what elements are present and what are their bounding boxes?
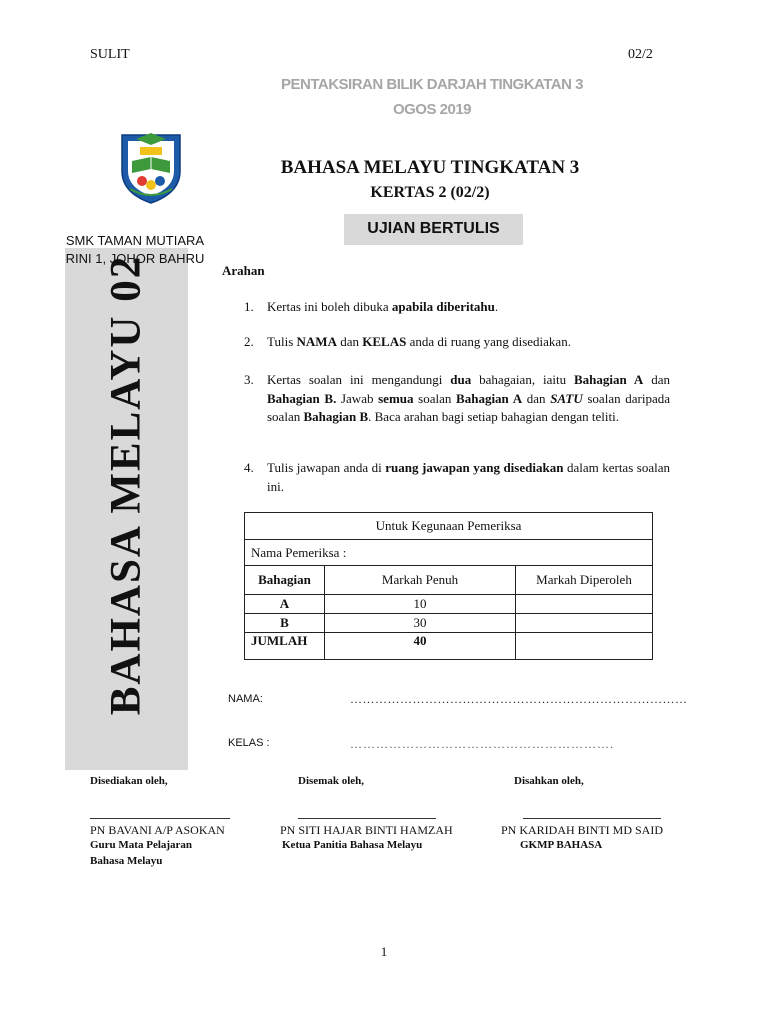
instruction-item: 3. Kertas soalan ini mengandungi dua bahagaian, iaitu Bahagian A dan Bahagian B. Jawab semua soalan Bahagian A dan SATU soalan daripada soalan Bahagian B. Baca arahan bagi setiap bahagian dengan teliti.	[244, 372, 670, 424]
kelas-field[interactable]: …………………………………………………….	[350, 737, 614, 751]
signature-line	[298, 818, 436, 819]
page-number: 1	[380, 944, 388, 959]
table-row: A 10	[245, 595, 653, 614]
sidebar-vertical-text: BAHASA MELAYU 02	[102, 254, 150, 716]
preparer-role: Guru Mata Pelajaran Bahasa Melayu	[90, 839, 193, 867]
instruction-item: 1. Kertas ini boleh dibuka apabila diberitahu.	[244, 299, 499, 314]
prepared-by-label: Disediakan oleh,	[90, 775, 168, 787]
school-name: SMK TAMAN MUTIARA	[65, 233, 205, 248]
table-row: B 30	[245, 614, 653, 633]
school-crest-icon	[114, 131, 188, 205]
subject-title: BAHASA MELAYU TINGKATAN 3	[280, 157, 580, 178]
approved-by-label: Disahkan oleh,	[514, 775, 584, 787]
approver-role: GKMP BAHASA	[520, 839, 603, 851]
table-row-total: JUMLAH 40	[245, 633, 653, 660]
header-markah-diperoleh: Markah Diperoleh	[516, 566, 653, 595]
approver-name: PN KARIDAH BINTI MD SAID	[501, 823, 663, 837]
instructions-heading: Arahan	[222, 263, 265, 278]
examiner-name-cell: Nama Pemeriksa :	[245, 540, 653, 566]
header-markah-penuh: Markah Penuh	[325, 566, 516, 595]
exam-type-box: UJIAN BERTULIS	[344, 214, 523, 245]
header-code: 02/2	[628, 47, 653, 62]
examiner-table	[244, 512, 653, 660]
instruction-item: 2. Tulis NAMA dan KELAS anda di ruang yang disediakan.	[244, 334, 571, 349]
instruction-item: 4. Tulis jawapan anda di ruang jawapan yang disediakan dalam kertas soalan ini.	[244, 460, 670, 494]
nama-label: NAMA:	[228, 693, 263, 705]
school-logo	[114, 131, 188, 205]
score-cell[interactable]	[516, 614, 653, 633]
nama-field[interactable]: ………………………………………………………………………	[350, 692, 688, 706]
checker-name: PN SITI HAJAR BINTI HAMZAH	[280, 823, 453, 837]
kelas-label: KELAS :	[228, 737, 270, 749]
score-cell[interactable]	[516, 595, 653, 614]
assessment-date: OGOS 2019	[392, 101, 472, 118]
assessment-title: PENTAKSIRAN BILIK DARJAH TINGKATAN 3	[280, 76, 583, 93]
checker-role: Ketua Panitia Bahasa Melayu	[282, 839, 423, 851]
table-title: Untuk Kegunaan Pemeriksa	[245, 513, 653, 540]
signature-line	[523, 818, 661, 819]
total-score-cell[interactable]	[516, 633, 653, 660]
paper-title: KERTAS 2 (02/2)	[370, 184, 490, 201]
signature-line	[90, 818, 230, 819]
header-sulit: SULIT	[90, 47, 130, 62]
checked-by-label: Disemak oleh,	[298, 775, 364, 787]
preparer-name: PN BAVANI A/P ASOKAN	[90, 823, 225, 837]
school-address: RINI 1, JOHOR BAHRU	[65, 251, 205, 266]
header-bahagian: Bahagian	[245, 566, 325, 595]
